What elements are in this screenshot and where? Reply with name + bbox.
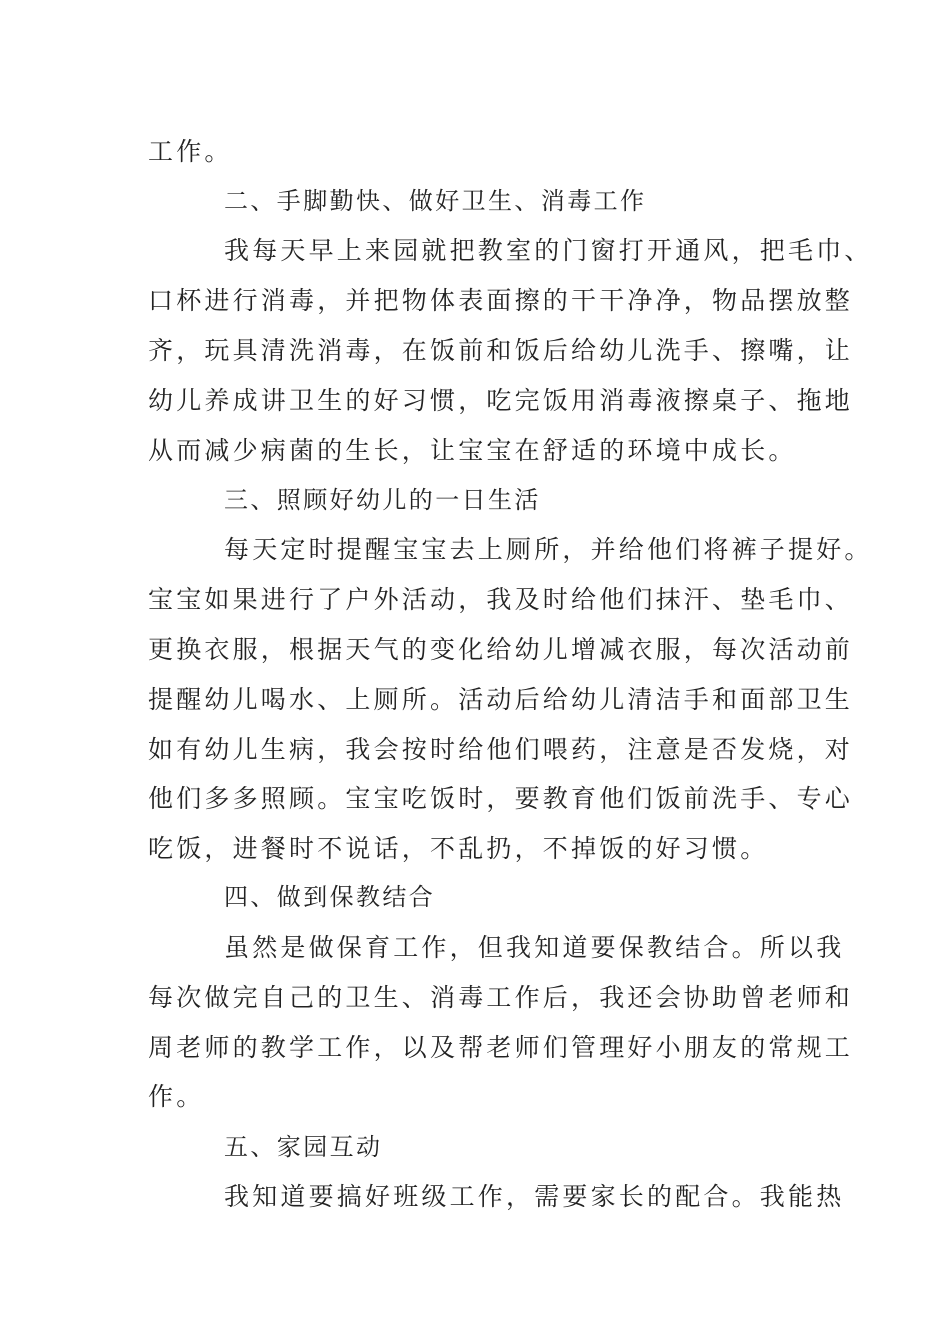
paragraph-line: 他们多多照顾。宝宝吃饭时，要教育他们饭前洗手、专心	[148, 784, 854, 813]
section-heading: 四、做到保教结合	[224, 883, 436, 911]
paragraph-line: 我每天早上来园就把教室的门窗打开通风，把毛巾、	[224, 236, 873, 265]
section-heading: 二、手脚勤快、做好卫生、消毒工作	[224, 187, 647, 215]
paragraph-line: 我知道要搞好班级工作，需要家长的配合。我能热	[224, 1182, 845, 1211]
paragraph-line: 幼儿养成讲卫生的好习惯，吃完饭用消毒液擦桌子、拖地	[148, 386, 854, 415]
paragraph-line: 更换衣服，根据天气的变化给幼儿增减衣服，每次活动前	[148, 635, 854, 664]
paragraph-line: 周老师的教学工作，以及帮老师们管理好小朋友的常规工	[148, 1033, 854, 1062]
paragraph-line: 作。	[148, 1082, 205, 1111]
paragraph-line: 工作。	[148, 137, 233, 166]
paragraph-line: 吃饭，进餐时不说话，不乱扔，不掉饭的好习惯。	[148, 834, 769, 863]
paragraph-line: 口杯进行消毒，并把物体表面擦的干干净净，物品摆放整	[148, 286, 854, 315]
paragraph-line: 齐，玩具清洗消毒，在饭前和饭后给幼儿洗手、擦嘴，让	[148, 336, 854, 365]
paragraph-line: 每天定时提醒宝宝去上厕所，并给他们将裤子提好。	[224, 535, 873, 564]
paragraph-line: 每次做完自己的卫生、消毒工作后，我还会协助曾老师和	[148, 983, 854, 1012]
section-heading: 三、照顾好幼儿的一日生活	[224, 486, 541, 514]
section-heading: 五、家园互动	[224, 1133, 383, 1161]
paragraph-line: 提醒幼儿喝水、上厕所。活动后给幼儿清洁手和面部卫生	[148, 685, 854, 714]
paragraph-line: 如有幼儿生病，我会按时给他们喂药，注意是否发烧，对	[148, 735, 854, 764]
paragraph-line: 虽然是做保育工作，但我知道要保教结合。所以我	[224, 933, 845, 962]
paragraph-line: 从而减少病菌的生长，让宝宝在舒适的环境中成长。	[148, 436, 797, 465]
paragraph-line: 宝宝如果进行了户外活动，我及时给他们抹汗、垫毛巾、	[148, 585, 854, 614]
